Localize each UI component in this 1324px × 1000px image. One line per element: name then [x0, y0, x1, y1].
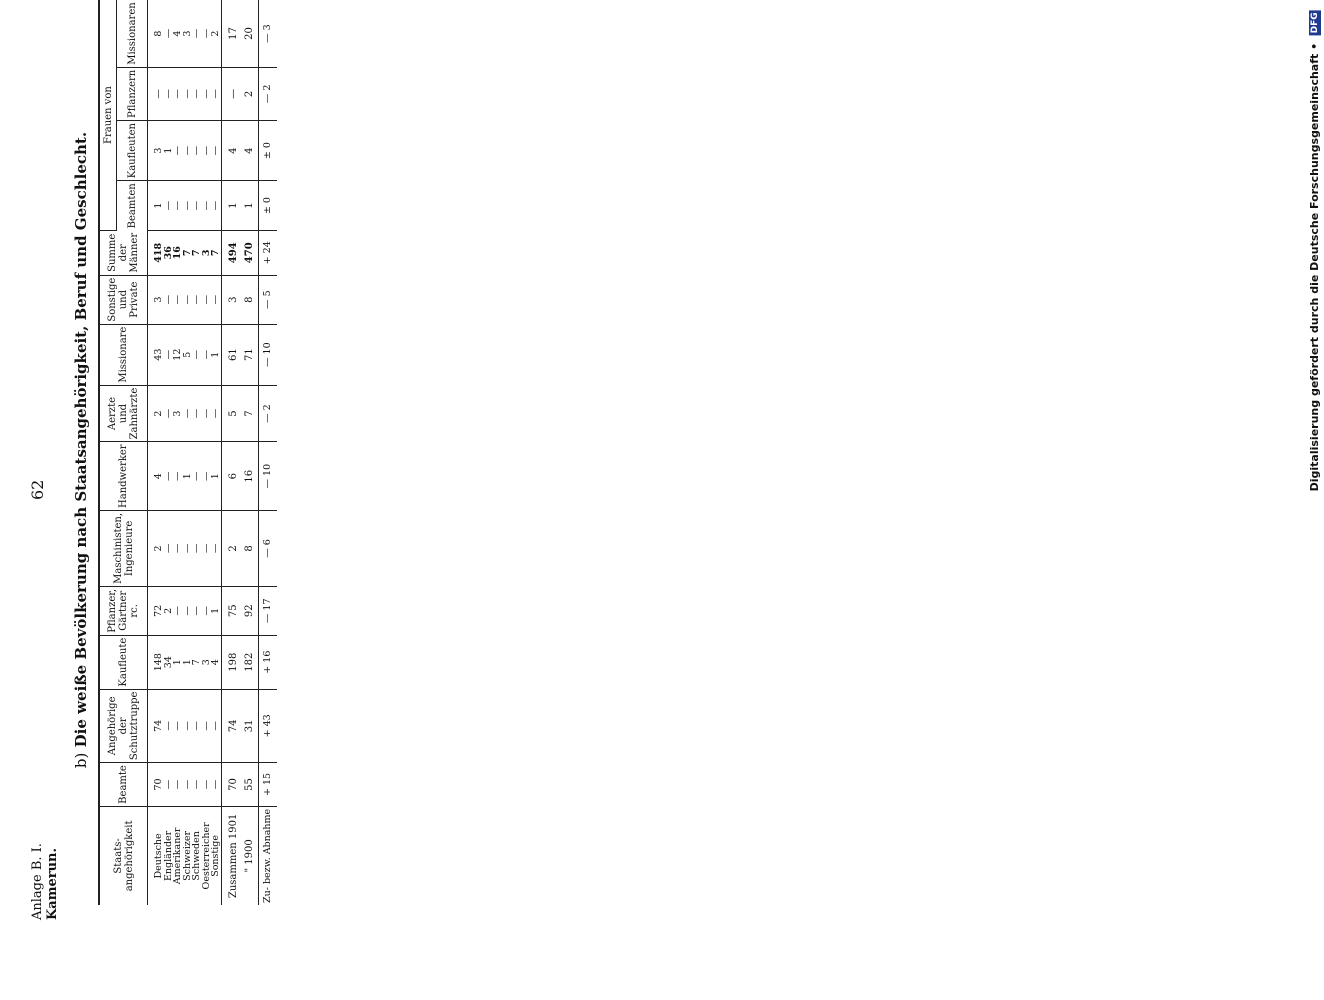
table-cell: 1 — [242, 181, 259, 231]
table-row — [164, 0, 174, 905]
table-cell: + 43 — [258, 689, 277, 763]
table-cell: — — [164, 67, 174, 120]
table-cell: — — [211, 689, 221, 763]
table-cell: — 5 — [258, 275, 277, 324]
table-cell: — — [164, 181, 174, 231]
table-cell: — — [173, 510, 183, 586]
col-header-frauen-beamten: Beamten — [117, 181, 148, 231]
table-cell: 2 — [148, 385, 164, 442]
table-row — [192, 0, 202, 905]
table-cell: 198 — [221, 635, 242, 689]
table-cell: 43 — [148, 324, 164, 385]
table-row — [258, 0, 277, 905]
table-cell: 1 — [211, 324, 221, 385]
row-label: Zusammen 1901 — [221, 806, 242, 905]
table-cell: 31 — [242, 689, 259, 763]
table-cell: 4 — [211, 635, 221, 689]
table-cell: — — [221, 67, 242, 120]
dfg-logo: DFG — [1310, 12, 1320, 34]
table-cell: 16 — [242, 442, 259, 511]
table-cell: 17 — [221, 0, 242, 67]
table-cell: 148 — [148, 635, 164, 689]
table-row — [173, 0, 183, 905]
table-cell: 3 — [221, 275, 242, 324]
table-cell: — — [192, 510, 202, 586]
table-cell: — — [183, 67, 193, 120]
row-label: " 1900 — [244, 839, 255, 873]
table-cell: 494 — [221, 230, 242, 275]
table-cell: 3 — [148, 275, 164, 324]
table-cell: — — [211, 181, 221, 231]
table-cell: — — [202, 586, 212, 635]
table-cell: — — [183, 181, 193, 231]
col-header-sonstige: Sonstige und Private — [99, 275, 148, 324]
table-cell: — — [211, 763, 221, 807]
table-cell: — — [164, 385, 174, 442]
row-label: Schweizer — [181, 830, 193, 881]
table-cell: 3 — [148, 121, 164, 181]
table-cell: — — [202, 763, 212, 807]
table-cell: — — [202, 121, 212, 181]
table-cell: — 2 — [258, 385, 277, 442]
document-page — [20, 0, 420, 960]
table-cell: ± 0 — [258, 121, 277, 181]
page-header — [30, 843, 60, 920]
table-cell: — — [192, 324, 202, 385]
table-cell: — — [183, 689, 193, 763]
table-cell: 8 — [242, 510, 259, 586]
col-header-frauen-von: Frauen von — [99, 0, 117, 230]
table-cell: 3 — [183, 0, 193, 67]
table-cell: 7 — [192, 635, 202, 689]
table-cell: — — [173, 181, 183, 231]
table-cell: 4 — [148, 442, 164, 511]
table-cell: — — [173, 121, 183, 181]
table-cell: 36 — [164, 230, 174, 275]
table-cell: 7 — [183, 230, 193, 275]
table-cell: — — [148, 67, 164, 120]
col-header-kaufleute: Kaufleute — [99, 635, 148, 689]
table-cell: 34 — [164, 635, 174, 689]
table-cell: — — [211, 275, 221, 324]
page-number: 62 — [28, 479, 47, 500]
table-cell: + 15 — [258, 763, 277, 807]
table-cell: — — [183, 763, 193, 807]
table-cell: 92 — [242, 586, 259, 635]
table-cell: — — [164, 510, 174, 586]
table-cell: 75 — [221, 586, 242, 635]
table-cell: 74 — [221, 689, 242, 763]
table-cell: — — [173, 586, 183, 635]
row-label: Schweden — [191, 831, 202, 881]
table-row — [211, 0, 221, 905]
table-cell: — — [183, 385, 193, 442]
table-cell: — — [192, 67, 202, 120]
table-cell: — — [192, 121, 202, 181]
row-label: Deutsche — [153, 833, 164, 879]
table-cell: 1 — [211, 586, 221, 635]
row-label: Sonstige — [210, 835, 221, 877]
table-cell: — — [173, 763, 183, 807]
table-cell: — — [211, 510, 221, 586]
table-cell: — — [202, 442, 212, 511]
table-cell: — — [183, 275, 193, 324]
table-cell: 2 — [242, 67, 259, 120]
col-header-handwerker: Handwerker — [99, 442, 148, 511]
table-cell: — — [164, 442, 174, 511]
table-cell: + 16 — [258, 635, 277, 689]
col-header-nationality: Staats-angehörigkeit — [99, 806, 148, 905]
table-cell: — — [164, 324, 174, 385]
col-header-frauen-pflanzern: Pflanzern — [117, 67, 148, 120]
table-cell: 4 — [221, 121, 242, 181]
table-cell: — — [192, 275, 202, 324]
table-cell: — — [164, 275, 174, 324]
col-header-beamte: Beamte — [99, 763, 148, 807]
table-cell: 12 — [173, 324, 183, 385]
table-cell: 3 — [202, 635, 212, 689]
table-cell: 8 — [148, 0, 164, 67]
table-cell: — 6 — [258, 510, 277, 586]
table-cell: — 10 — [258, 324, 277, 385]
table-cell: — — [164, 763, 174, 807]
table-cell: 1 — [173, 635, 183, 689]
table-cell: — — [192, 442, 202, 511]
table-cell: 3 — [202, 230, 212, 275]
table-cell: — — [164, 0, 174, 67]
col-header-maschinisten: Maschinisten, Ingenieure — [99, 510, 148, 586]
title-text: Die weiße Bevölkerung nach Staatsangehörigkeit, Beruf und Geschlecht. — [72, 131, 90, 748]
col-header-frauen-missionaren: Missionaren — [117, 0, 148, 67]
table-cell: — — [202, 67, 212, 120]
table-cell: 2 — [221, 510, 242, 586]
table-cell: 3 — [173, 385, 183, 442]
table-cell: 418 — [148, 230, 164, 275]
col-header-missionare: Missionare — [99, 324, 148, 385]
table-cell: — — [202, 275, 212, 324]
table-cell: 7 — [211, 230, 221, 275]
table-cell: — — [173, 442, 183, 511]
table-cell: 7 — [192, 230, 202, 275]
table-cell: 4 — [242, 121, 259, 181]
table-cell: 6 — [221, 442, 242, 511]
table-cell: — 3 — [258, 0, 277, 67]
table-cell: 470 — [242, 230, 259, 275]
table-title — [72, 0, 90, 900]
table-cell: — — [202, 324, 212, 385]
table-cell: 2 — [164, 586, 174, 635]
table-cell: — — [192, 586, 202, 635]
table-cell: — — [183, 586, 193, 635]
table-cell: 8 — [242, 275, 259, 324]
annex-label: Anlage B. I. — [30, 843, 45, 920]
table-cell: — 17 — [258, 586, 277, 635]
table-cell: 182 — [242, 635, 259, 689]
col-header-aerzte: Aerzte und Zahnärzte — [99, 385, 148, 442]
table-cell: 1 — [148, 181, 164, 231]
table-cell: — 10 — [258, 442, 277, 511]
table-cell: — — [173, 689, 183, 763]
table-row — [183, 0, 193, 905]
table-cell: — — [183, 121, 193, 181]
total-row — [221, 0, 242, 905]
table-row — [202, 0, 212, 905]
table-cell: 16 — [173, 230, 183, 275]
table-cell: ± 0 — [258, 181, 277, 231]
table-cell: 1 — [211, 442, 221, 511]
table-cell: — — [164, 689, 174, 763]
region-label: Kamerun. — [45, 847, 60, 920]
credit-text: Digitalisierung gefördert durch die Deutsche Forschungsgemeinschaft • — [1308, 42, 1321, 492]
table-cell: — — [202, 0, 212, 67]
table-cell: — — [192, 385, 202, 442]
table-cell: 70 — [221, 763, 242, 807]
table-cell: 61 — [221, 324, 242, 385]
table-cell: — — [211, 385, 221, 442]
table-cell: 2 — [148, 510, 164, 586]
table-cell: — — [192, 763, 202, 807]
table-row — [148, 0, 164, 905]
row-label: Engländer — [162, 830, 174, 882]
table-cell: — — [173, 275, 183, 324]
table-cell: — — [202, 181, 212, 231]
title-prefix: b) — [72, 752, 90, 769]
table-cell: — — [192, 689, 202, 763]
row-label: Amerikaner — [172, 827, 183, 885]
table-cell: 72 — [148, 586, 164, 635]
table-cell: — — [211, 67, 221, 120]
table-cell: 1 — [183, 442, 193, 511]
table-cell: 70 — [148, 763, 164, 807]
table-cell: 5 — [221, 385, 242, 442]
table-cell: — — [192, 0, 202, 67]
table-cell: 1 — [221, 181, 242, 231]
table-cell: 1 — [183, 635, 193, 689]
total-rows — [221, 0, 258, 905]
table-cell: 5 — [183, 324, 193, 385]
row-label: Oesterreicher — [200, 822, 212, 890]
col-header-schutztruppe: Angehörige der Schutztruppe — [99, 689, 148, 763]
table-cell: 1 — [164, 121, 174, 181]
population-table — [98, 0, 277, 905]
table-cell: — — [183, 510, 193, 586]
col-header-pflanzer: Pflanzer, Gärtner rc. — [99, 586, 148, 635]
table-cell: 4 — [173, 0, 183, 67]
col-header-summe-maenner: Summe der Männer — [99, 230, 148, 275]
col-header-frauen-kaufleuten: Kaufleuten — [117, 121, 148, 181]
table-cell: + 24 — [258, 230, 277, 275]
table-cell: — — [202, 689, 212, 763]
table-cell: — — [211, 121, 221, 181]
table-cell: 71 — [242, 324, 259, 385]
dfg-credit — [1308, 10, 1321, 491]
table-cell: — — [173, 67, 183, 120]
table-cell: — — [202, 385, 212, 442]
table-cell: — — [202, 510, 212, 586]
table-cell: 2 — [211, 0, 221, 67]
table-cell: — — [192, 181, 202, 231]
total-row — [242, 0, 259, 905]
table-cell: — 2 — [258, 67, 277, 120]
difference-row — [258, 0, 277, 905]
row-label: Zu- bezw. Abnahme — [258, 806, 277, 905]
table-cell: 55 — [242, 763, 259, 807]
table-cell: 7 — [242, 385, 259, 442]
nationality-rows — [148, 0, 222, 905]
table-cell: 74 — [148, 689, 164, 763]
table-cell: 20 — [242, 0, 259, 67]
